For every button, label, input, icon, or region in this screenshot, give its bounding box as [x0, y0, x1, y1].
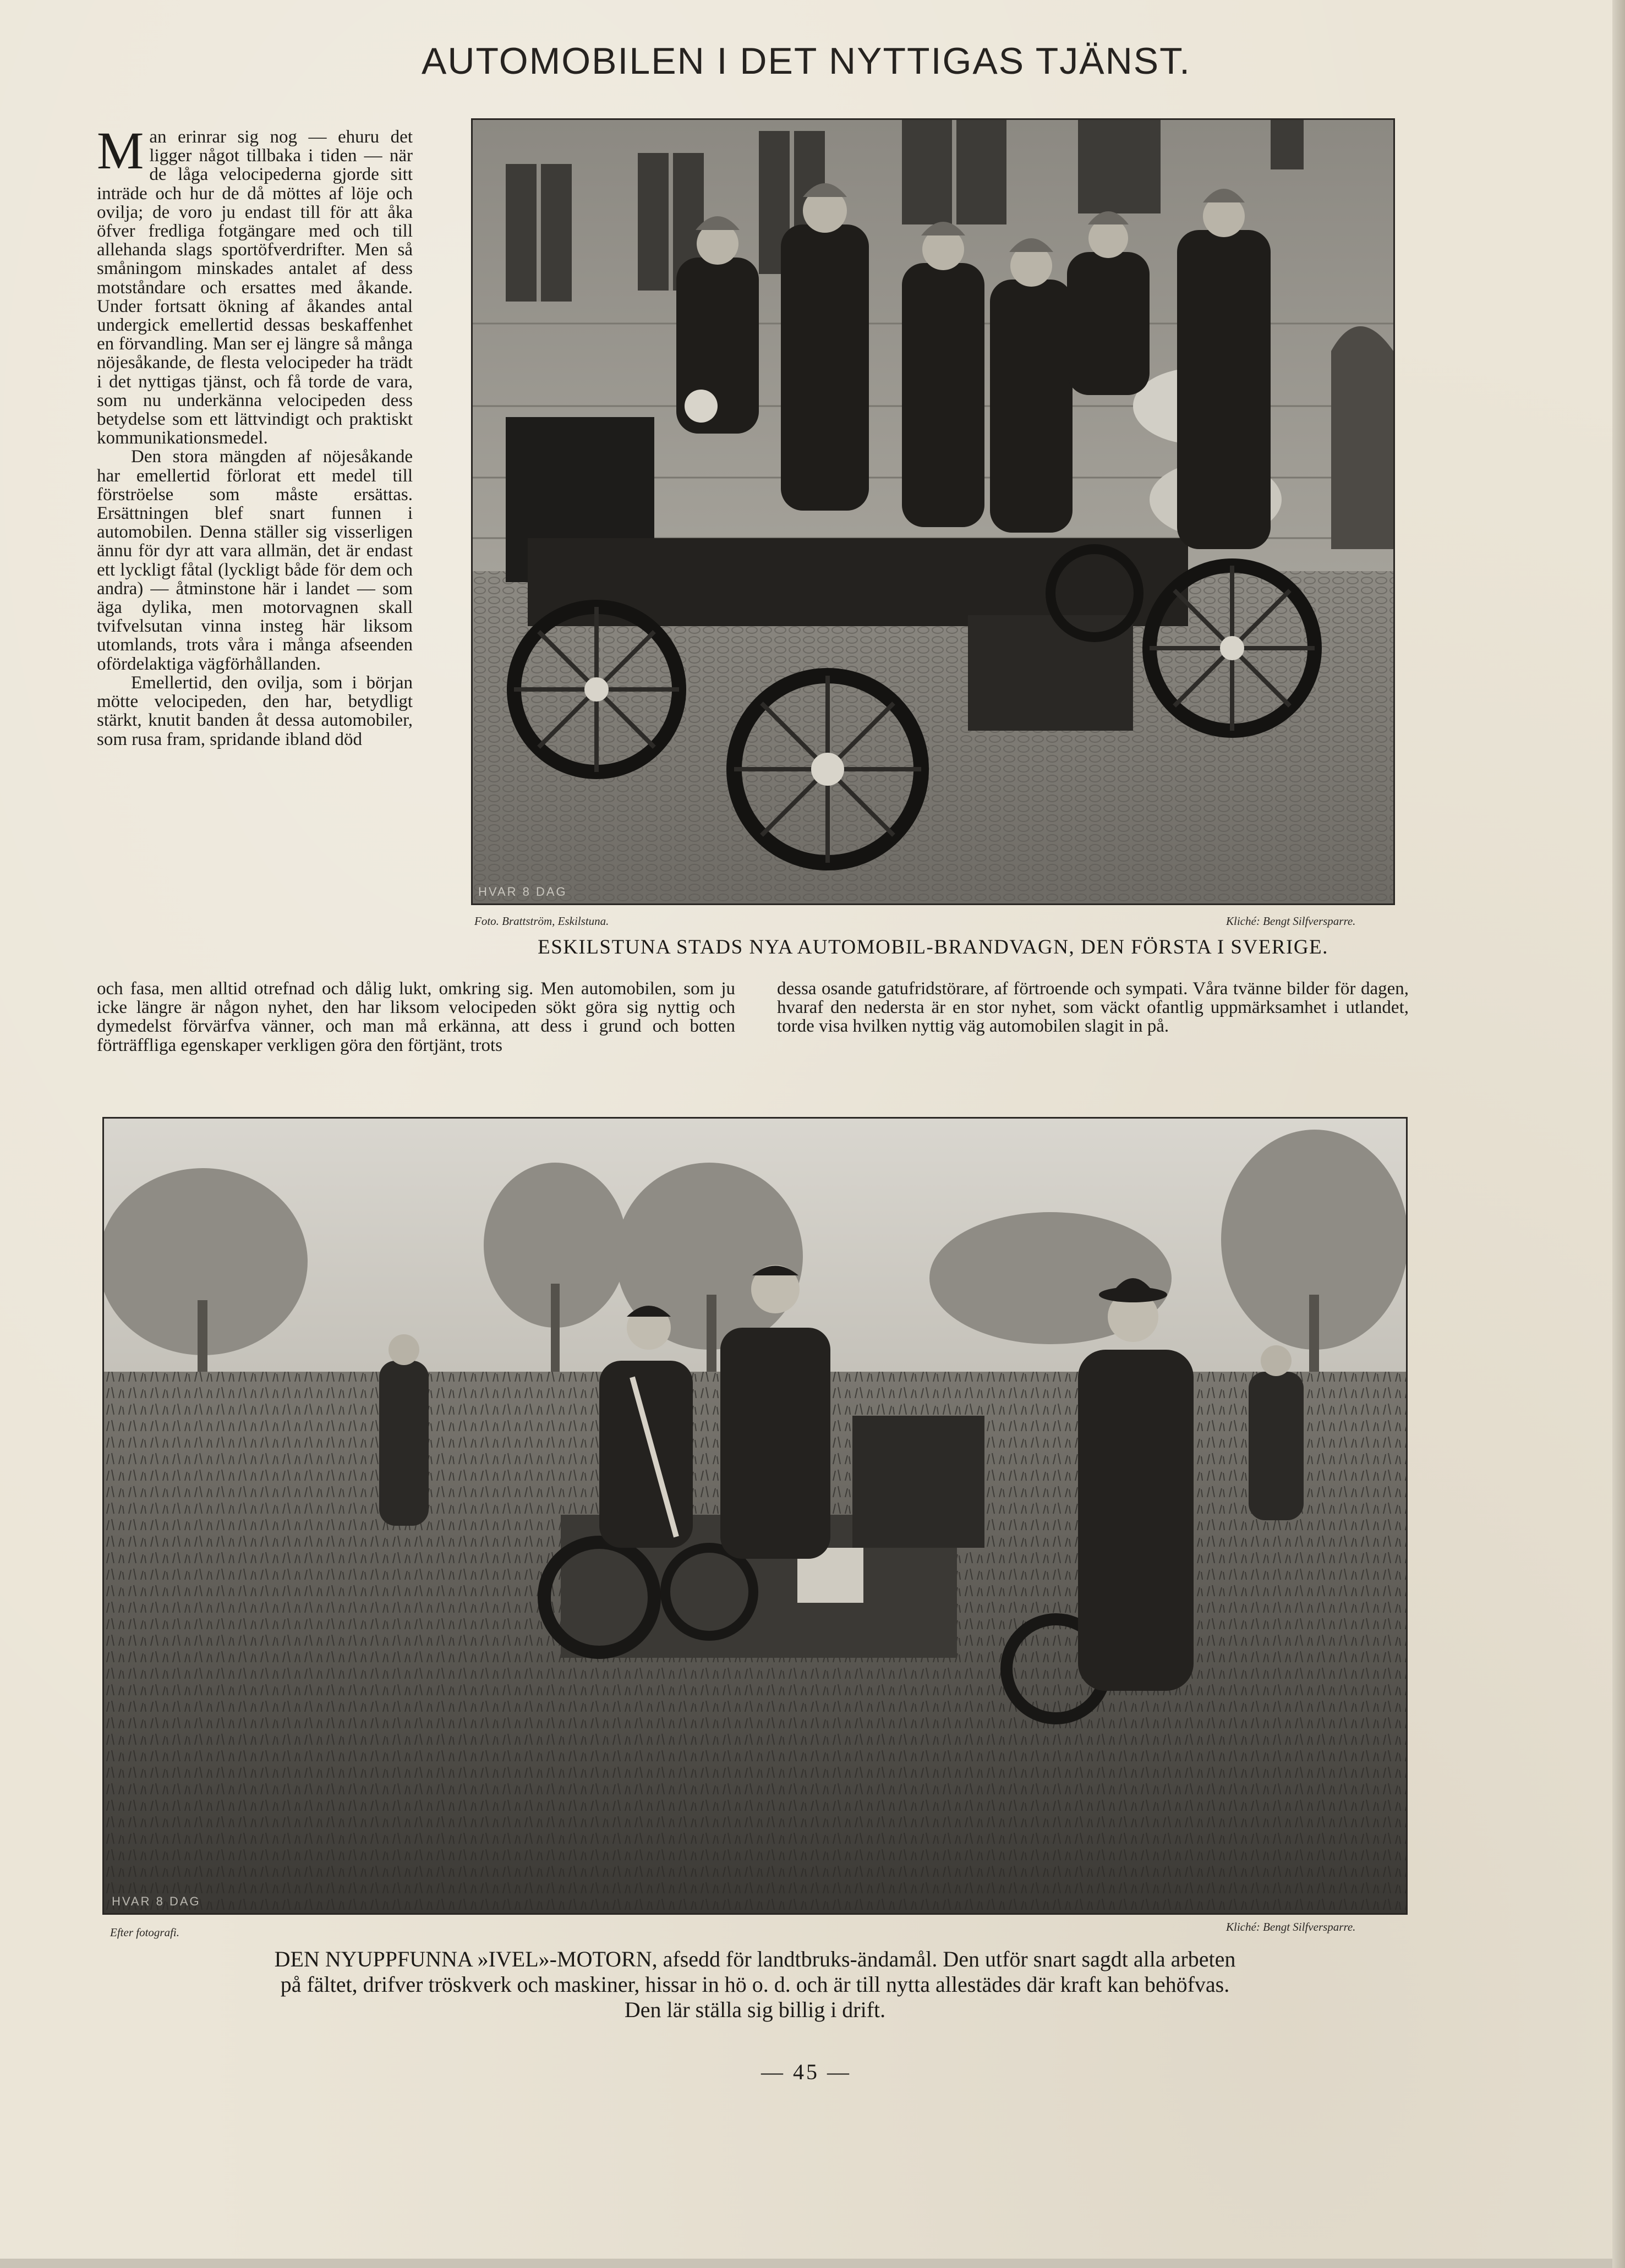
caption-line: DEN NYUPPFUNNA »IVEL»-MOTORN, afsedd för landtbruks-ändamål. Den utför snart sagdt alla arbeten [274, 1947, 1236, 1971]
ivel-motor-caption [102, 1947, 1408, 2023]
fire-engine-photo [471, 118, 1395, 905]
ivel-motor-photo [102, 1117, 1408, 1915]
article-intro-column [97, 128, 413, 978]
article-continuation: och fasa, men alltid otrefnad och dålig lukt, omkring sig. Men automobilen, som ju icke längre är någon nyhet, den har liksom velocipeden sökt göra sig nyttig och dymedelst förvärfva vänner, och man må erkänna, att dess i grund och botten förträffliga egenskaper verkligen göra den förtjänt, trots [97, 979, 735, 1055]
photo-credit-top-left: Foto. Brattström, Eskilstuna. [474, 914, 609, 928]
photo-credit-bottom-right: Kliché: Bengt Silfversparre. [1226, 1920, 1356, 1933]
photo-credit-bottom-left: Efter fotografi. [110, 1926, 179, 1939]
page-edge [1612, 0, 1625, 2268]
fire-engine-caption: ESKILSTUNA STADS NYA AUTOMOBIL-BRANDVAGN, DEN FÖRSTA I SVERIGE. [538, 936, 1328, 958]
caption-line: Den lär ställa sig billig i drift. [624, 1997, 886, 2022]
article-paragraph-2: Den stora mängden af nöjesåkande har emellertid förlorat ett medel till förströelse som måste ersättas. Ersättningen blef snart funnen i automobilen. Denna ställer sig visserligen ännu för dyr att vara allmän, det är endast ett lyckligt fåtal (lyckligt både för dem och andra) — åtminstone här i landet — som äga dylika, men motorvagnen skall tvifvelsutan vinna insteg här liksom utomlands, trots våra i många afseenden ofördelaktiga vägförhållanden. [97, 447, 413, 674]
article-paragraph-1: Man erinrar sig nog — ehuru det ligger något tillbaka i tiden — när de låga velocipederna gjorde sitt inträde och hur de då möttes af löje och ovilja; de voro ju endast till för att åka öfver fredliga fotgängare med och till allehanda slags sportöfverdrifter. Men så småningom minskades antalet af dess motståndare och ersattes med åkande. Under fortsatt ökning af åkandes antal undergick emellertid dessas beskaffenhet en förvandling. Man ser ej längre så många nöjesåkande, de flesta velocipeder ha trädt i det nyttigas tjänst, och få torde de vara, som nu underkänna velocipeden dess betydelse som ett lättvindigt och praktiskt kommunikationsmedel. [97, 128, 413, 448]
article-tail: dessa osande gatufridstörare, af förtroende och sympati. Våra tvänne bilder för dagen, hvaraf den nedersta är en stor nyhet, som väckt ofantlig uppmärksamhet i utlandet, torde visa hvilken nyttig väg automobilen slagit in på. [777, 979, 1409, 1037]
caption-line: på fältet, drifver tröskverk och maskiner, hissar in hö o. d. och är till nytta allestädes där kraft kan behöfvas. [280, 1972, 1230, 1997]
drop-cap: M [97, 128, 144, 180]
page-number: — 45 — [761, 2059, 851, 2084]
article-paragraph-3: Emellertid, den ovilja, som i början mötte velocipeden, den har, betydligt stärkt, knutit banden åt dessa automobiler, som rusa fram, spridande ibland död [97, 672, 413, 749]
photo-credit-top-right: Kliché: Bengt Silfversparre. [1226, 914, 1356, 928]
photo-stamp: HVAR 8 DAG [478, 885, 567, 899]
photo-stamp: HVAR 8 DAG [112, 1894, 201, 1908]
page-headline: AUTOMOBILEN I DET NYTTIGAS TJÄNST. [421, 40, 1191, 82]
